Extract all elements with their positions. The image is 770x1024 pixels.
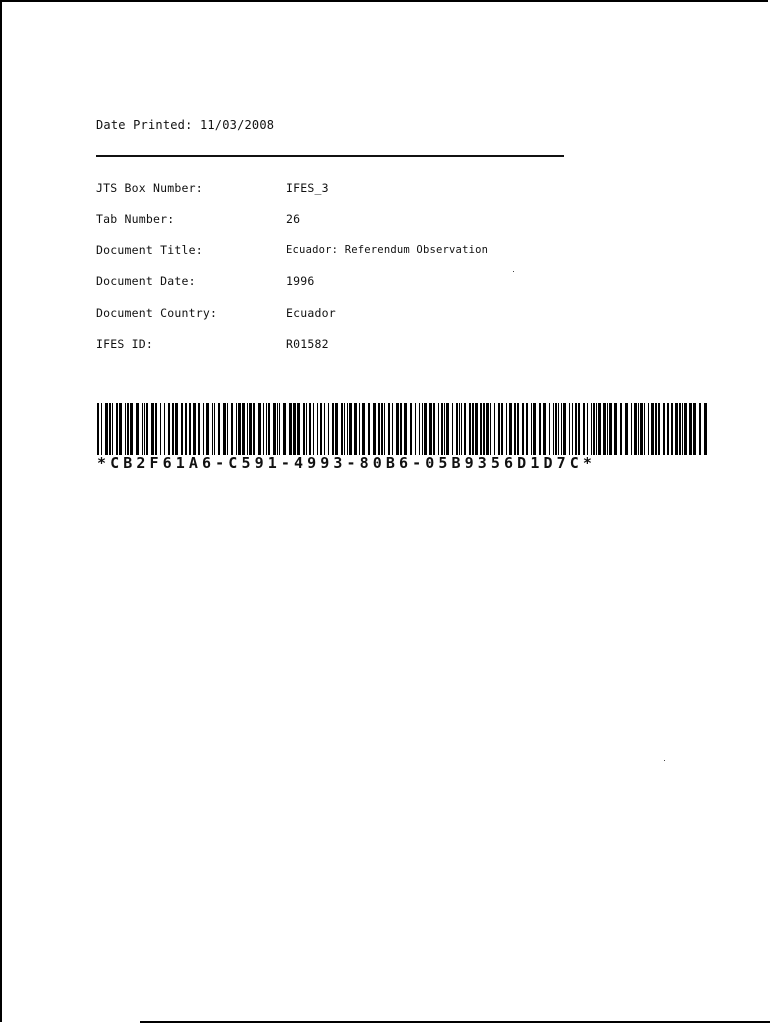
barcode-bar — [303, 403, 305, 455]
barcode-bar — [461, 403, 462, 455]
barcode-bar — [486, 403, 489, 455]
barcode-bar — [555, 403, 557, 455]
barcode-bar — [223, 403, 226, 455]
barcode-bar — [699, 403, 701, 455]
barcode-bar — [258, 403, 261, 455]
barcode-bar — [704, 403, 707, 455]
barcode-bar — [151, 403, 154, 455]
barcode-bar — [168, 403, 170, 455]
barcode-bar — [469, 403, 471, 455]
barcode-bar — [142, 403, 143, 455]
barcode-bar — [127, 403, 129, 455]
barcode-bar — [378, 403, 380, 455]
barcode-bar — [533, 403, 536, 455]
barcode-bar — [335, 403, 338, 455]
barcode-bar — [347, 403, 348, 455]
barcode-bar — [218, 403, 220, 455]
barcode-bar — [116, 403, 118, 455]
barcode-bar — [553, 403, 554, 455]
field-value: 1996 — [286, 274, 315, 288]
barcode-bar — [658, 403, 660, 455]
barcode-bar — [400, 403, 402, 455]
field-label: IFES ID: — [96, 337, 153, 351]
barcode-bar — [368, 403, 370, 455]
barcode-bar — [263, 403, 264, 455]
barcode-bar — [679, 403, 681, 455]
barcode-bar — [539, 403, 541, 455]
barcode-bar — [648, 403, 649, 455]
barcode-bar — [354, 403, 357, 455]
field-label: Document Date: — [96, 274, 196, 288]
field-label: JTS Box Number: — [96, 181, 203, 195]
barcode-bar — [563, 403, 566, 455]
barcode-bar — [483, 403, 485, 455]
barcode-bar — [671, 403, 673, 455]
barcode-bar — [561, 403, 562, 455]
barcode-bar — [306, 403, 307, 455]
barcode-bar — [109, 403, 111, 455]
barcode-bar — [607, 403, 608, 455]
barcode-bar — [253, 403, 255, 455]
barcode-bar — [459, 403, 460, 455]
barcode-bar — [396, 403, 399, 455]
barcode-bar — [189, 403, 191, 455]
barcode-bar — [392, 403, 393, 455]
barcode-bar — [593, 403, 595, 455]
barcode-bar — [456, 403, 458, 455]
barcode-bar — [249, 403, 252, 455]
barcode-bar — [332, 403, 334, 455]
barcode-bar — [309, 403, 311, 455]
page-bottom-edge — [140, 1021, 770, 1023]
barcode-bar — [112, 403, 113, 455]
barcode-bar — [514, 403, 516, 455]
barcode-bar — [155, 403, 157, 455]
field-value: Ecuador — [286, 306, 336, 320]
barcode-bar — [424, 403, 427, 455]
barcode-bar — [283, 403, 286, 455]
date-printed: Date Printed: 11/03/2008 — [96, 118, 275, 132]
barcode-bar — [494, 403, 495, 455]
barcode-bar — [164, 403, 165, 455]
field-label: Document Country: — [96, 306, 218, 320]
barcode-bar — [105, 403, 108, 455]
barcode-bar — [422, 403, 423, 455]
barcode-bar — [410, 403, 412, 455]
barcode-bar — [490, 403, 491, 455]
barcode-bar — [125, 403, 126, 455]
barcode-bar — [464, 403, 466, 455]
barcode-bar — [472, 403, 474, 455]
barcode-bar — [97, 403, 99, 455]
barcode-bar — [203, 403, 204, 455]
barcode-bar — [297, 403, 300, 455]
barcode-bar — [655, 403, 657, 455]
barcode-bar — [441, 403, 443, 455]
barcode-bar — [293, 403, 296, 455]
barcode-bar — [101, 403, 102, 455]
barcode-bar — [146, 403, 148, 455]
barcode-bar — [651, 403, 654, 455]
barcode-bar — [136, 403, 139, 455]
barcode-bar — [130, 403, 133, 455]
barcode-bar — [609, 403, 612, 455]
barcode-bar — [620, 403, 622, 455]
barcode-bar — [193, 403, 196, 455]
barcode-bar — [238, 403, 241, 455]
barcode-bar — [328, 403, 329, 455]
barcode-bar — [268, 403, 270, 455]
separator-rule — [96, 155, 564, 157]
barcode-bar — [452, 403, 453, 455]
barcode-bar — [509, 403, 512, 455]
barcode-bar — [549, 403, 550, 455]
barcode-bar — [384, 403, 385, 455]
barcode-bar — [446, 403, 449, 455]
barcode-bar — [242, 403, 245, 455]
barcode-bar — [324, 403, 325, 455]
barcode-bar — [227, 403, 228, 455]
barcode-bar — [181, 403, 183, 455]
barcode-bar — [526, 403, 528, 455]
barcode-bar — [144, 403, 145, 455]
barcode-bar — [587, 403, 588, 455]
barcode-bar — [575, 403, 577, 455]
barcode-bar — [444, 403, 445, 455]
barcode-bar — [266, 403, 267, 455]
barcode-bar — [663, 403, 665, 455]
barcode-bar — [404, 403, 407, 455]
barcode-bar — [429, 403, 432, 455]
barcode-bar — [603, 403, 606, 455]
barcode-text: *CB2F61A6-C591-4993-80B6-05B9356D1D7C* — [97, 454, 596, 472]
barcode-bar — [172, 403, 174, 455]
barcode-bar — [475, 403, 478, 455]
barcode-bar — [185, 403, 187, 455]
barcode-bars — [97, 403, 711, 455]
barcode-bar — [349, 403, 352, 455]
barcode-bar — [543, 403, 546, 455]
barcode — [97, 403, 711, 455]
barcode-bar — [498, 403, 500, 455]
barcode-bar — [273, 403, 276, 455]
field-value: Ecuador: Referendum Observation — [286, 244, 489, 256]
barcode-bar — [279, 403, 280, 455]
barcode-bar — [198, 403, 200, 455]
barcode-bar — [675, 403, 678, 455]
field-label: Tab Number: — [96, 212, 175, 226]
barcode-bar — [160, 403, 161, 455]
barcode-bar — [684, 403, 687, 455]
barcode-bar — [480, 403, 482, 455]
barcode-bar — [522, 403, 524, 455]
field-value: R01582 — [286, 337, 329, 351]
field-value: 26 — [286, 212, 301, 226]
barcode-bar — [583, 403, 585, 455]
barcode-bar — [415, 403, 416, 455]
barcode-bar — [313, 403, 314, 455]
barcode-bar — [531, 403, 532, 455]
barcode-bar — [625, 403, 628, 455]
scan-speck — [513, 271, 514, 272]
barcode-bar — [317, 403, 318, 455]
barcode-bar — [501, 403, 503, 455]
field-label: Document Title: — [96, 243, 203, 257]
barcode-bar — [517, 403, 519, 455]
barcode-bar — [206, 403, 209, 455]
barcode-bar — [231, 403, 233, 455]
barcode-bar — [362, 403, 365, 455]
barcode-bar — [572, 403, 573, 455]
barcode-bar — [236, 403, 237, 455]
barcode-bar — [638, 403, 639, 455]
barcode-bar — [558, 403, 559, 455]
barcode-bar — [682, 403, 683, 455]
barcode-bar — [214, 403, 215, 455]
scan-speck — [664, 760, 665, 761]
barcode-bar — [596, 403, 597, 455]
field-value: IFES_3 — [286, 181, 329, 195]
barcode-bar — [634, 403, 637, 455]
barcode-bar — [344, 403, 345, 455]
barcode-bar — [175, 403, 178, 455]
barcode-bar — [388, 403, 390, 455]
barcode-bar — [320, 403, 322, 455]
barcode-bar — [277, 403, 278, 455]
barcode-bar — [640, 403, 643, 455]
barcode-bar — [644, 403, 645, 455]
barcode-bar — [359, 403, 360, 455]
barcode-bar — [631, 403, 632, 455]
barcode-bar — [289, 403, 292, 455]
barcode-bar — [667, 403, 669, 455]
barcode-bar — [614, 403, 617, 455]
barcode-bar — [578, 403, 580, 455]
barcode-bar — [247, 403, 248, 455]
barcode-bar — [689, 403, 692, 455]
barcode-bar — [598, 403, 601, 455]
barcode-bar — [569, 403, 570, 455]
barcode-bar — [506, 403, 507, 455]
barcode-bar — [119, 403, 122, 455]
barcode-bar — [693, 403, 696, 455]
barcode-bar — [419, 403, 420, 455]
barcode-bar — [212, 403, 213, 455]
barcode-bar — [381, 403, 383, 455]
barcode-bar — [591, 403, 592, 455]
barcode-bar — [438, 403, 439, 455]
barcode-bar — [433, 403, 435, 455]
barcode-bar — [341, 403, 343, 455]
barcode-bar — [373, 403, 376, 455]
